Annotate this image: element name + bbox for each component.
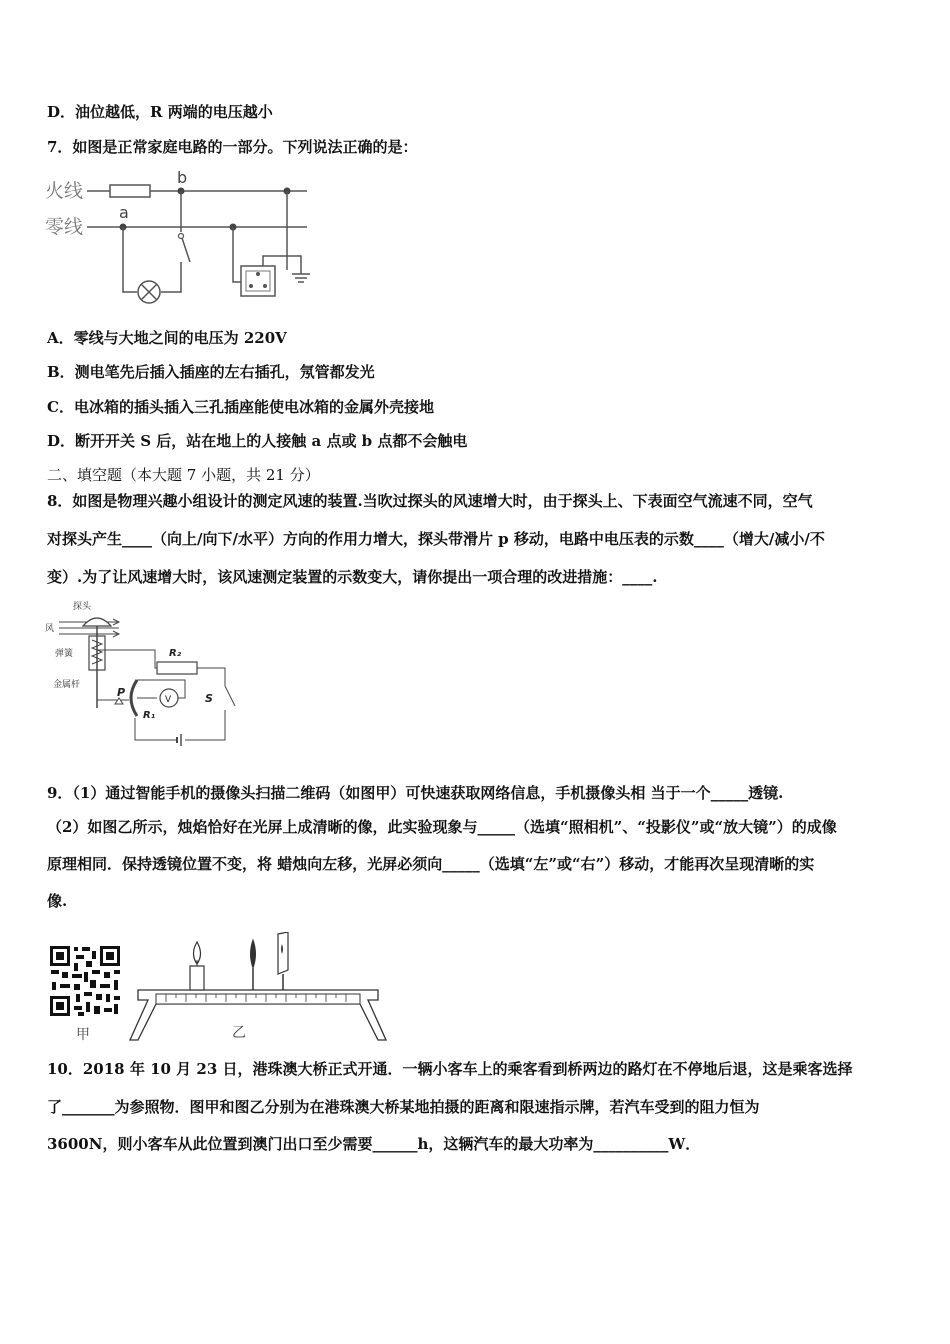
q10-line-3: 3600N，则小客车从此位置到澳门出口至少需要______h，这辆汽车的最大功率为__________W． (47, 1135, 701, 1153)
q9-line-4: 像. (47, 892, 68, 910)
qr-code-figure (48, 944, 128, 1044)
q8-wind-meter-figure (45, 600, 245, 750)
ground-icon (292, 274, 310, 282)
candle-icon (190, 942, 204, 990)
optical-bench-figure (128, 932, 388, 1047)
probe-icon (83, 618, 111, 626)
switch-s-icon (225, 686, 235, 706)
p-label: P (117, 686, 126, 699)
s-label: S (205, 692, 213, 705)
r1-resistor-icon (131, 680, 137, 716)
switch-s-icon (182, 238, 190, 262)
light-screen-icon (278, 932, 288, 990)
neutral-wire-label: 零线 (45, 216, 84, 238)
label-jia: 甲 (76, 1027, 90, 1043)
q8-line-3: 变）.为了让风速增大时，该风速测定装置的示数变大，请你提出一项合理的改进措施：____. (47, 568, 658, 586)
wind-label: 风 (45, 624, 55, 634)
q7-option-b: B．测电笔先后插入插座的左右插孔，氖管都发光 (47, 363, 375, 381)
q10-line-2: 了_______为参照物．图甲和图乙分别为在港珠澳大桥某地拍摄的距离和限速指示牌，若汽车受到的阻力恒为 (47, 1098, 760, 1116)
probe-label: 探头 (73, 602, 92, 612)
ruler-scale (156, 994, 360, 1004)
metal-rod-label: 金属杆 (53, 680, 81, 690)
q7-circuit-figure (45, 170, 325, 310)
r1-label: R₁ (143, 710, 156, 721)
q8-line-2: 对探头产生____（向上/向下/水平）方向的作用力增大，探头带滑片 p 移动，电路中电压表的示数____（增大/减小/不 (47, 530, 825, 548)
r2-label: R₂ (169, 648, 182, 659)
q7-option-c: C．电冰箱的插头插入三孔插座能使电冰箱的金属外壳接地 (47, 398, 434, 416)
point-b-label: b (177, 170, 188, 187)
q7-stem: 7．如图是正常家庭电路的一部分。下列说法正确的是： (47, 138, 418, 156)
live-wire-label: 火线 (45, 180, 84, 202)
q9-line-3: 原理相同．保持透镜位置不变，将 蜡烛向左移，光屏必须向_____（选填“左”或“右”）移动，才能再次呈现清晰的实 (47, 855, 815, 873)
q10-line-1: 10．2018 年 10 月 23 日，港珠澳大桥正式开通．一辆小客车上的乘客看到桥两边的路灯在不停地后退，这是乘客选择 (47, 1060, 853, 1078)
q6-option-d: D．油位越低，R 两端的电压越小 (47, 103, 273, 121)
q8-line-1: 8．如图是物理兴趣小组设计的测定风速的装置.当吹过探头的风速增大时，由于探头上、下表面空气流速不同，空气 (47, 492, 813, 510)
spring-label: 弹簧 (55, 649, 74, 659)
q9-line-1: 9．（1）通过智能手机的摄像头扫描二维码（如图甲）可快速获取网络信息，手机摄像头相 当于一个_____透镜. (47, 784, 784, 802)
q9-line-2: （2）如图乙所示，烛焰恰好在光屏上成清晰的像，此实验现象与_____（选填“照相机”、“投影仪”或“放大镜”）的成像 (47, 818, 837, 836)
q7-option-d: D．断开开关 S 后，站在地上的人接触 a 点或 b 点都不会触电 (47, 432, 468, 450)
convex-lens-icon (251, 940, 256, 990)
q7-option-a: A．零线与大地之间的电压为 220V (47, 329, 287, 347)
voltmeter-label: V (165, 695, 172, 705)
label-yi: 乙 (232, 1025, 246, 1041)
point-a-label: a (119, 203, 129, 222)
fuse-icon (110, 185, 150, 197)
section-2-heading: 二、填空题（本大题 7 小题，共 21 分） (47, 466, 320, 484)
